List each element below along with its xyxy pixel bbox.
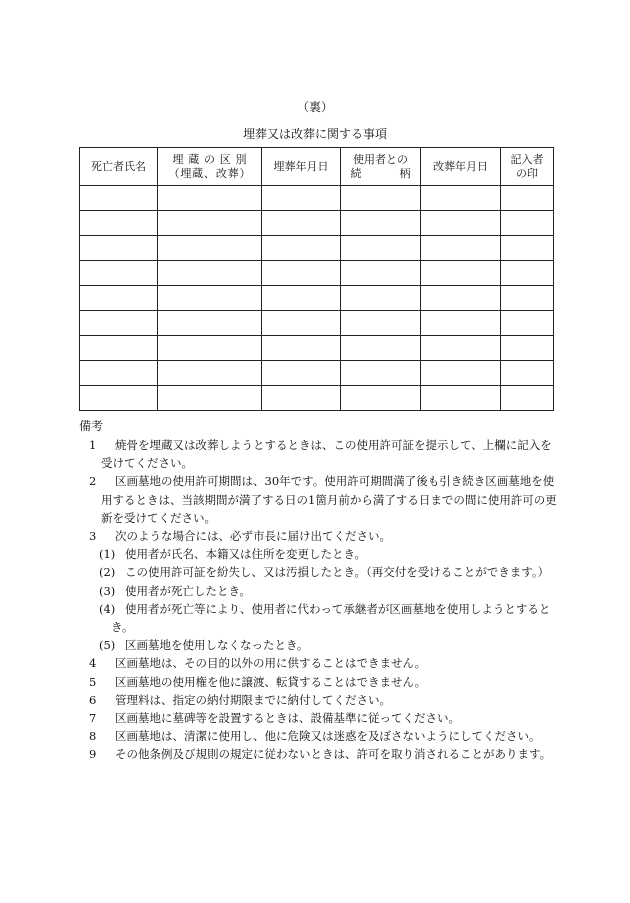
note-subitem (79, 600, 559, 636)
section-title: 埋葬又は改葬に関する事項 (242, 127, 387, 141)
table-cell (158, 236, 262, 261)
note-number: 4 (89, 656, 97, 671)
table-row (80, 211, 554, 236)
note-number: 8 (89, 729, 97, 744)
note-text: 区画墓地は、清潔に使用し、他に危険又は迷惑を及ぼさないようにしてください。 (115, 729, 541, 744)
table-cell (341, 336, 421, 361)
note-number: 7 (89, 711, 97, 726)
note-item (79, 654, 559, 672)
table-cell (80, 311, 158, 336)
table-cell (262, 311, 341, 336)
table-row (80, 311, 554, 336)
note-item (79, 472, 559, 527)
table-cell (501, 386, 554, 411)
table-cell (80, 236, 158, 261)
table-cell (158, 336, 262, 361)
table-cell (421, 211, 501, 236)
subitem-text: 使用者が死亡等により、使用者に代わって承継者が区画墓地を使用しようとするとき。 (111, 601, 551, 635)
table-cell (501, 286, 554, 311)
header-reburial-date: 改葬年月日 (421, 148, 501, 186)
subitem-number: (3) (99, 583, 116, 598)
note-number: 2 (89, 474, 97, 489)
table-cell (341, 286, 421, 311)
header-burial-type: 埋蔵の区別 （埋蔵、改葬） (158, 148, 262, 186)
table-row (80, 336, 554, 361)
table-cell (421, 386, 501, 411)
table-cell (421, 361, 501, 386)
table-cell (341, 186, 421, 211)
table-body (80, 186, 554, 411)
reverse-side-label: （裏） (296, 100, 333, 114)
note-subitem (79, 582, 559, 600)
table-cell (501, 211, 554, 236)
table-cell (501, 336, 554, 361)
table-cell (80, 186, 158, 211)
table-cell (341, 236, 421, 261)
table-cell (421, 186, 501, 211)
note-item (79, 527, 559, 545)
subitem-text: 区画墓地を使用しなくなったとき。 (125, 638, 309, 653)
table-cell (262, 386, 341, 411)
table-cell (341, 311, 421, 336)
note-text: 管理料は、指定の納付期限までに納付してください。 (115, 692, 391, 707)
table-cell (421, 261, 501, 286)
header-deceased-name: 死亡者氏名 (80, 148, 158, 186)
subitem-number: (4) (99, 601, 116, 616)
table-row (80, 236, 554, 261)
table-row (80, 186, 554, 211)
subitem-number: (2) (99, 565, 116, 580)
table-cell (158, 286, 262, 311)
note-number: 5 (89, 674, 97, 689)
table-row (80, 386, 554, 411)
note-text: 焼骨を埋蔵又は改葬しようとするときは、この使用許可証を提示して、上欄に記入を受けてください。 (101, 438, 552, 471)
subitem-text: 使用者が氏名、本籍又は住所を変更したとき。 (125, 547, 367, 562)
note-item (79, 691, 559, 709)
table-cell (501, 261, 554, 286)
note-text: 区画墓地に墓碑等を設置するときは、設備基準に従ってください。 (115, 711, 460, 726)
note-text: 区画墓地の使用許可期間は、30年です。使用許可期間満了後も引き続き区画墓地を使用するときは、当該期間が満了する日の1箇月前から満了する日までの間に使用許可の更新を受けてください。 (101, 474, 557, 525)
note-subitem (79, 636, 559, 654)
table-cell (421, 336, 501, 361)
table-cell (80, 336, 158, 361)
table-cell (262, 361, 341, 386)
note-item (79, 727, 559, 745)
header-burial-date: 埋葬年月日 (262, 148, 341, 186)
notes-heading: 備考 (79, 419, 104, 433)
table-header-row (80, 148, 554, 186)
note-item (79, 709, 559, 727)
table-cell (158, 261, 262, 286)
note-item (79, 436, 559, 472)
note-number: 3 (89, 529, 97, 544)
notes-list (79, 436, 559, 764)
note-text: 区画墓地は、その目的以外の用に供することはできません。 (115, 656, 427, 671)
note-number: 1 (89, 438, 97, 452)
note-item (79, 745, 559, 763)
table-cell (501, 311, 554, 336)
table-cell (341, 386, 421, 411)
table-cell (421, 286, 501, 311)
subitem-number: (1) (99, 547, 116, 562)
table-cell (262, 236, 341, 261)
table-cell (421, 311, 501, 336)
table-cell (262, 261, 341, 286)
note-item (79, 673, 559, 691)
header-recorder-seal: 記入者 の印 (501, 148, 554, 186)
table-cell (341, 261, 421, 286)
table-cell (501, 186, 554, 211)
table-cell (80, 261, 158, 286)
table-cell (501, 236, 554, 261)
table-cell (341, 361, 421, 386)
burial-record-table (79, 147, 554, 411)
table-cell (158, 361, 262, 386)
note-subitem (79, 545, 559, 563)
table-cell (158, 386, 262, 411)
table-row (80, 261, 554, 286)
table-cell (501, 361, 554, 386)
table-cell (80, 386, 158, 411)
table-cell (80, 211, 158, 236)
note-number: 6 (89, 692, 97, 707)
note-text: 次のような場合には、必ず市長に届け出てください。 (115, 529, 391, 544)
table-row (80, 286, 554, 311)
table-cell (80, 361, 158, 386)
table-cell (262, 211, 341, 236)
note-text: 区画墓地の使用権を他に譲渡、転貸することはできません。 (115, 674, 427, 689)
subitem-number: (5) (99, 638, 116, 653)
table-cell (341, 211, 421, 236)
subitem-text: この使用許可証を紛失し、又は汚損したとき。（再交付を受けることができます。） (125, 565, 550, 580)
table-cell (158, 186, 262, 211)
table-cell (421, 236, 501, 261)
subitem-text: 使用者が死亡したとき。 (125, 583, 252, 598)
table-cell (158, 311, 262, 336)
header-relationship: 使用者との 続柄 (341, 148, 421, 186)
table-cell (80, 286, 158, 311)
table-row (80, 361, 554, 386)
table-cell (158, 211, 262, 236)
note-text: その他条例及び規則の規定に従わないときは、許可を取り消されることがあります。 (115, 747, 552, 762)
note-subitem (79, 563, 559, 581)
table-cell (262, 186, 341, 211)
table-cell (262, 286, 341, 311)
note-number: 9 (89, 747, 97, 762)
table-cell (262, 336, 341, 361)
